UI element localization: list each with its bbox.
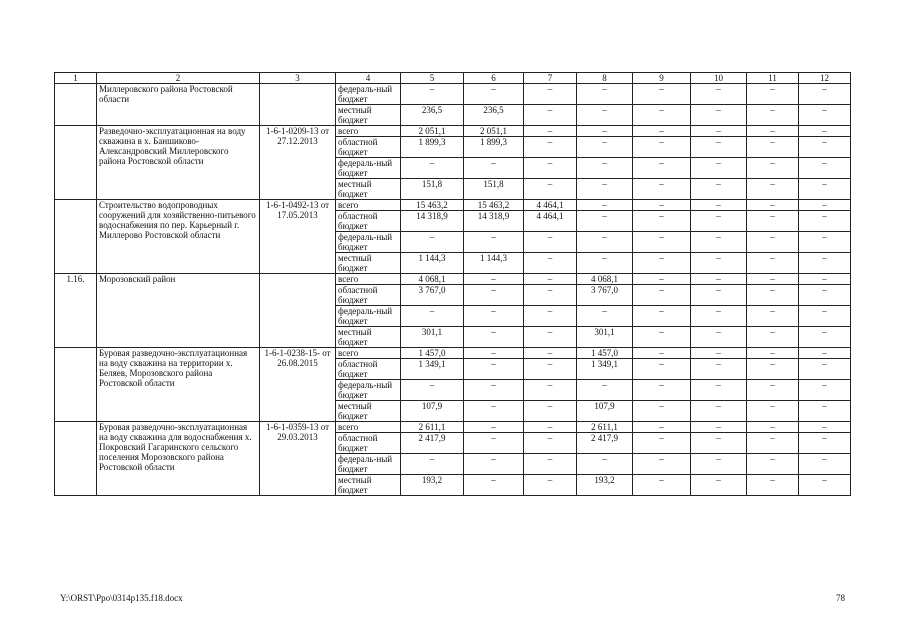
value-cell: – [577,200,633,211]
value-cell: – [577,253,633,274]
value-cell: – [691,105,747,126]
funding-source: всего [336,348,401,359]
value-cell: – [524,253,577,274]
value-cell: – [464,422,524,433]
value-cell: – [464,274,524,285]
value-cell: 3 767,0 [577,285,633,306]
value-cell: – [464,475,524,496]
budget-table [54,72,851,496]
funding-source: всего [336,126,401,137]
item-number [55,84,97,126]
funding-source: местный бюджет [336,179,401,200]
value-cell: – [633,433,691,454]
value-cell: 4 068,1 [401,274,464,285]
value-cell: – [799,475,851,496]
value-cell: – [577,306,633,327]
column-header: 1 [55,73,97,84]
value-cell: – [747,84,799,105]
funding-source: всего [336,274,401,285]
value-cell: – [401,380,464,401]
value-cell: – [524,306,577,327]
value-cell: 2 051,1 [464,126,524,137]
value-cell: – [524,475,577,496]
value-cell: – [464,454,524,475]
value-cell: 236,5 [464,105,524,126]
project-description: Буровая разведочно-эксплуатационная на воду скважина на территории х. Беляев, Морозовского района Ростовской области [97,348,260,422]
column-header: 5 [401,73,464,84]
value-cell: – [799,401,851,422]
value-cell: – [799,105,851,126]
value-cell: – [401,84,464,105]
value-cell: – [747,137,799,158]
value-cell: – [524,179,577,200]
value-cell: – [464,158,524,179]
value-cell: – [577,380,633,401]
value-cell: – [691,137,747,158]
value-cell: – [691,475,747,496]
value-cell: – [747,359,799,380]
value-cell: – [691,232,747,253]
value-cell: – [799,211,851,232]
value-cell: 151,8 [464,179,524,200]
expertise-code [260,84,336,126]
value-cell: – [691,454,747,475]
value-cell: – [633,454,691,475]
value-cell: – [691,348,747,359]
funding-source: местный бюджет [336,475,401,496]
column-header: 10 [691,73,747,84]
footer-page-number: 78 [836,593,845,603]
footer-file-path: Y:\ORST\Ppo\0314p135.f18.docx [60,593,183,603]
value-cell: 1 457,0 [401,348,464,359]
value-cell: – [524,380,577,401]
value-cell: – [464,232,524,253]
value-cell: – [401,158,464,179]
value-cell: – [464,348,524,359]
value-cell: – [747,380,799,401]
value-cell: – [524,454,577,475]
value-cell: – [747,211,799,232]
value-cell: – [464,285,524,306]
value-cell: 2 417,9 [401,433,464,454]
column-header: 6 [464,73,524,84]
value-cell: – [799,200,851,211]
value-cell: – [691,253,747,274]
value-cell: – [747,274,799,285]
table-row [55,200,851,211]
value-cell: 2 051,1 [401,126,464,137]
value-cell: – [633,105,691,126]
expertise-code: 1-6-1-0209-13 от 27.12.2013 [260,126,336,200]
value-cell: – [799,137,851,158]
value-cell: 1 349,1 [577,359,633,380]
expertise-code: 1-6-1-0359-13 от 29.03.2013 [260,422,336,496]
value-cell: – [577,158,633,179]
funding-source: местный бюджет [336,253,401,274]
project-description: Строительство водопроводных сооружений для хозяйственно-питьевого водоснабжения по пер. Карьерный г. Миллерово Ростовской области [97,200,260,274]
value-cell: – [524,433,577,454]
value-cell: 236,5 [401,105,464,126]
value-cell: – [691,401,747,422]
value-cell: – [747,422,799,433]
value-cell: – [464,327,524,348]
value-cell: – [633,126,691,137]
funding-source: федераль-ный бюджет [336,84,401,105]
value-cell: 1 349,1 [401,359,464,380]
value-cell: – [747,285,799,306]
project-description: Миллеровского района Ростовской области [97,84,260,126]
value-cell: 2 611,1 [401,422,464,433]
value-cell: – [401,454,464,475]
value-cell: – [691,179,747,200]
value-cell: – [633,158,691,179]
funding-source: местный бюджет [336,105,401,126]
value-cell: – [691,422,747,433]
value-cell: – [524,359,577,380]
value-cell: 301,1 [401,327,464,348]
value-cell: – [747,327,799,348]
value-cell: – [464,359,524,380]
value-cell: 3 767,0 [401,285,464,306]
column-header: 8 [577,73,633,84]
value-cell: – [799,348,851,359]
item-number [55,126,97,200]
column-header: 4 [336,73,401,84]
value-cell: – [691,285,747,306]
value-cell: 15 463,2 [464,200,524,211]
value-cell: – [633,179,691,200]
value-cell: – [524,232,577,253]
value-cell: – [747,158,799,179]
value-cell: – [464,84,524,105]
value-cell: – [524,137,577,158]
value-cell: – [799,84,851,105]
value-cell: – [577,211,633,232]
value-cell: 107,9 [401,401,464,422]
value-cell: – [799,422,851,433]
item-number: 1.16. [55,274,97,348]
value-cell: – [464,433,524,454]
value-cell: – [799,454,851,475]
value-cell: – [799,327,851,348]
value-cell: – [577,179,633,200]
expertise-code: 1-6-1-0492-13 от 17.05.2013 [260,200,336,274]
value-cell: – [691,359,747,380]
value-cell: 1 457,0 [577,348,633,359]
value-cell: – [691,306,747,327]
value-cell: – [633,200,691,211]
item-number [55,422,97,496]
value-cell: – [691,84,747,105]
funding-source: федераль-ный бюджет [336,158,401,179]
value-cell: – [799,380,851,401]
value-cell: 107,9 [577,401,633,422]
value-cell: – [633,232,691,253]
value-cell: – [747,232,799,253]
value-cell: 151,8 [401,179,464,200]
value-cell: – [577,232,633,253]
value-cell: – [524,327,577,348]
value-cell: – [633,401,691,422]
value-cell: – [799,433,851,454]
value-cell: – [799,126,851,137]
value-cell: 14 318,9 [401,211,464,232]
value-cell: 2 611,1 [577,422,633,433]
column-header: 11 [747,73,799,84]
value-cell: – [633,327,691,348]
value-cell: – [747,401,799,422]
value-cell: – [577,84,633,105]
value-cell: – [577,126,633,137]
value-cell: 4 068,1 [577,274,633,285]
expertise-code: 1-6-1-0238-15- от 26.08.2015 [260,348,336,422]
value-cell: 4 464,1 [524,200,577,211]
value-cell: – [747,454,799,475]
value-cell: 193,2 [401,475,464,496]
value-cell: – [747,105,799,126]
value-cell: – [633,211,691,232]
value-cell: – [691,126,747,137]
funding-source: федераль-ный бюджет [336,306,401,327]
value-cell: 301,1 [577,327,633,348]
project-description: Морозовский район [97,274,260,348]
value-cell: – [691,200,747,211]
value-cell: – [799,306,851,327]
value-cell: 14 318,9 [464,211,524,232]
value-cell: – [691,211,747,232]
funding-source: всего [336,422,401,433]
value-cell: – [691,327,747,348]
value-cell: – [633,380,691,401]
value-cell: – [524,422,577,433]
value-cell: – [747,126,799,137]
value-cell: – [799,179,851,200]
value-cell: – [524,348,577,359]
value-cell: – [524,105,577,126]
value-cell: – [691,380,747,401]
value-cell: 1 144,3 [464,253,524,274]
funding-source: областной бюджет [336,211,401,232]
value-cell: – [799,232,851,253]
value-cell: – [633,422,691,433]
table-header [55,73,851,84]
item-number [55,200,97,274]
value-cell: 15 463,2 [401,200,464,211]
column-header: 3 [260,73,336,84]
value-cell: – [524,401,577,422]
funding-source: местный бюджет [336,401,401,422]
table-row [55,274,851,285]
value-cell: – [633,475,691,496]
value-cell: – [799,274,851,285]
funding-source: федераль-ный бюджет [336,454,401,475]
value-cell: – [464,380,524,401]
value-cell: – [691,274,747,285]
value-cell: – [633,306,691,327]
value-cell: – [524,158,577,179]
value-cell: – [524,274,577,285]
funding-source: областной бюджет [336,359,401,380]
funding-source: местный бюджет [336,327,401,348]
value-cell: – [633,274,691,285]
table-row [55,126,851,137]
table-row [55,348,851,359]
value-cell: – [747,348,799,359]
value-cell: – [401,232,464,253]
value-cell: 1 899,3 [464,137,524,158]
value-cell: – [524,285,577,306]
value-cell: – [747,179,799,200]
value-cell: – [464,401,524,422]
column-header: 12 [799,73,851,84]
value-cell: – [577,454,633,475]
value-cell: – [691,433,747,454]
table-row [55,84,851,105]
value-cell: – [691,158,747,179]
value-cell: – [633,285,691,306]
value-cell: – [401,306,464,327]
value-cell: 193,2 [577,475,633,496]
value-cell: – [747,200,799,211]
value-cell: – [464,306,524,327]
value-cell: – [799,359,851,380]
funding-source: федераль-ный бюджет [336,380,401,401]
funding-source: федераль-ный бюджет [336,232,401,253]
value-cell: – [747,433,799,454]
value-cell: – [577,105,633,126]
value-cell: – [633,348,691,359]
header-row [55,73,851,84]
value-cell: – [633,253,691,274]
funding-source: областной бюджет [336,137,401,158]
item-number [55,348,97,422]
value-cell: – [524,84,577,105]
value-cell: – [577,137,633,158]
project-description: Буровая разведочно-эксплуатационная на воду скважина для водоснабжения х. Покровский Гагаринского сельского поселения Морозовского района Ростовской области [97,422,260,496]
funding-source: областной бюджет [336,433,401,454]
table-row [55,422,851,433]
column-header: 7 [524,73,577,84]
value-cell: – [747,253,799,274]
value-cell: – [747,475,799,496]
project-description: Разведочно-эксплуатационная на воду скважина в х. Баншиково-Александровский Миллеровского района Ростовской области [97,126,260,200]
value-cell: – [747,306,799,327]
value-cell: – [799,253,851,274]
value-cell: 2 417,9 [577,433,633,454]
value-cell: – [524,126,577,137]
funding-source: всего [336,200,401,211]
value-cell: – [633,359,691,380]
value-cell: 1 899,3 [401,137,464,158]
column-header: 2 [97,73,260,84]
value-cell: – [799,158,851,179]
expertise-code [260,274,336,348]
value-cell: – [799,285,851,306]
value-cell: – [633,84,691,105]
funding-source: областной бюджет [336,285,401,306]
value-cell: 4 464,1 [524,211,577,232]
table-body [55,84,851,496]
value-cell: – [633,137,691,158]
value-cell: 1 144,3 [401,253,464,274]
column-header: 9 [633,73,691,84]
